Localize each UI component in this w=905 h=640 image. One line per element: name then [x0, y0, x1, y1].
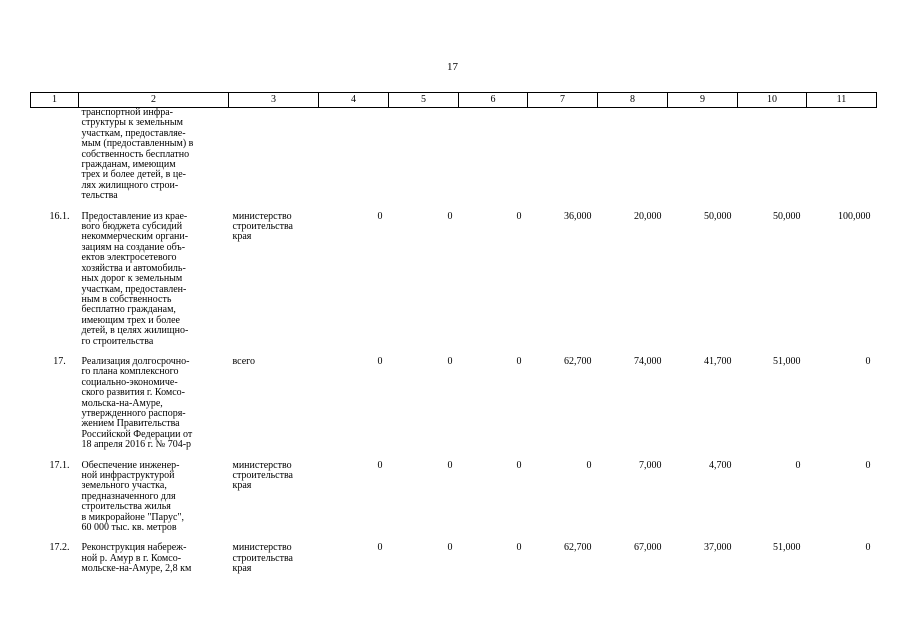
column-header: 8 [598, 93, 668, 108]
row-executor: министерство строительства края [232, 459, 293, 492]
row-value [459, 108, 528, 202]
row-number [31, 108, 79, 202]
column-header: 3 [229, 93, 319, 108]
row-value: 0 [865, 355, 871, 367]
row-description: Обеспечение инженер- ной инфраструктурой земельного участка, предназначенного для строительства жилья в микрорайоне "Парус", 60 000 тыс. кв. метров [81, 459, 184, 534]
row-value: 0 [516, 210, 522, 222]
row-value: 0 [865, 459, 871, 471]
table-row [31, 108, 877, 202]
column-header: 2 [79, 93, 229, 108]
row-description: транспортной инфра- структуры к земельным участкам, предоставляе- мым (предоставленным) в собственность бесплатно гражданам, имеющим трех и более детей, в це- лях жилищного строи- тельства [81, 107, 194, 202]
row-value: 0 [447, 542, 453, 554]
column-header: 11 [807, 93, 877, 108]
row-value: 62,700 [564, 355, 592, 367]
row-value: 0 [377, 542, 383, 554]
row-executor: министерство строительства края [232, 210, 293, 243]
row-value: 50,000 [773, 210, 801, 222]
row-value [598, 108, 668, 202]
row-value: 37,000 [704, 542, 732, 554]
row-value: 4,700 [709, 459, 732, 471]
row-value: 41,700 [704, 355, 732, 367]
row-value [528, 108, 598, 202]
row-value: 0 [516, 459, 522, 471]
row-value: 0 [377, 459, 383, 471]
row-value [319, 108, 389, 202]
row-value: 100,000 [838, 210, 871, 222]
row-value: 0 [795, 459, 801, 471]
row-value: 0 [447, 210, 453, 222]
row-description: Реконструкция набереж- ной р. Амур в г. Комсо- мольске-на-Амуре, 2,8 км [81, 542, 192, 575]
column-header: 1 [31, 93, 79, 108]
budget-table [30, 92, 877, 575]
row-value: 62,700 [564, 542, 592, 554]
row-value: 0 [447, 459, 453, 471]
row-value: 51,000 [773, 355, 801, 367]
column-header: 10 [738, 93, 807, 108]
row-value: 0 [377, 210, 383, 222]
row-value: 7,000 [639, 459, 662, 471]
row-value: 0 [447, 355, 453, 367]
row-value [738, 108, 807, 202]
row-value: 74,000 [634, 355, 662, 367]
row-value: 0 [865, 542, 871, 554]
row-number: 17. [53, 355, 66, 367]
row-number: 17.1. [49, 459, 70, 471]
row-value: 0 [516, 542, 522, 554]
row-number: 16.1. [49, 210, 70, 222]
row-value: 50,000 [704, 210, 732, 222]
row-value: 0 [586, 459, 592, 471]
row-executor: всего [232, 355, 256, 367]
table-row [31, 543, 877, 574]
table-row [31, 357, 877, 451]
row-value: 0 [516, 355, 522, 367]
column-header: 7 [528, 93, 598, 108]
column-header: 5 [389, 93, 459, 108]
row-description: Предоставление из крае- вого бюджета субсидий некоммерческим органи- зациям на создание объ- ектов электросетевого хозяйства и автомобиль- ных дорог к земельным участкам, предоставлен- ным в собственность бесплатно гражданам, имеющим трех и более детей, в целях жилищно- го строительства [81, 210, 189, 347]
row-value: 20,000 [634, 210, 662, 222]
table-row [31, 461, 877, 534]
row-value: 51,000 [773, 542, 801, 554]
row-number: 17.2. [49, 542, 70, 554]
row-value [389, 108, 459, 202]
page-number: 17 [447, 61, 458, 73]
row-value [668, 108, 738, 202]
row-executor [229, 108, 319, 202]
row-executor: министерство строительства края [232, 542, 293, 575]
column-header: 6 [459, 93, 528, 108]
row-description: Реализация долгосрочно- го плана комплексного социально-экономиче- ского развития г. Комсо- мольска-на-Амуре, утвержденного распоря- жением Правительства Российской Федерации от 18 апреля 2016 г. № 704-р [81, 355, 193, 451]
row-value [807, 108, 877, 202]
row-value: 0 [377, 355, 383, 367]
row-value: 67,000 [634, 542, 662, 554]
column-header: 9 [668, 93, 738, 108]
table-row [31, 212, 877, 347]
column-number-header-row [31, 93, 877, 108]
column-header: 4 [319, 93, 389, 108]
row-value: 36,000 [564, 210, 592, 222]
